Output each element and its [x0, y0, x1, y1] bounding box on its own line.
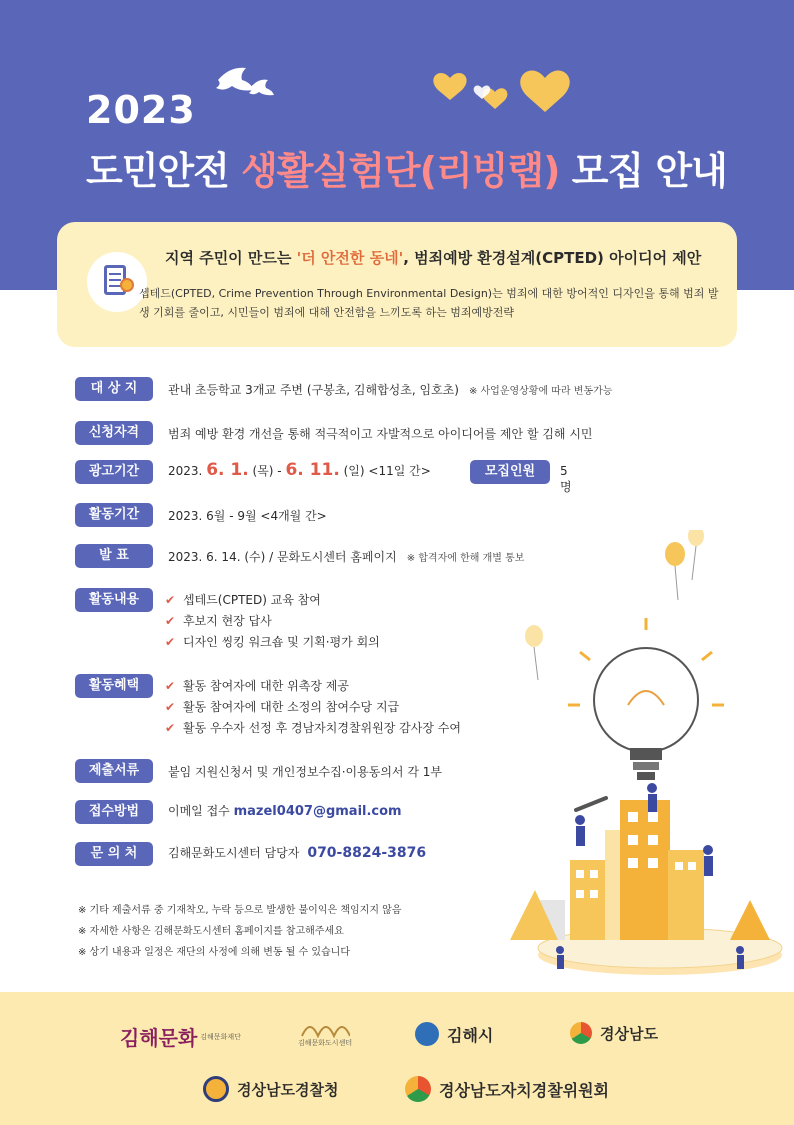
- title-prefix: 도민안전: [86, 149, 229, 193]
- label-activities: 활동내용: [75, 588, 153, 612]
- list-item: [165, 633, 380, 654]
- label-target: 대 상 지: [75, 377, 153, 401]
- logo-autonomous-police-committee: [405, 1076, 609, 1102]
- value-activity-period: 2023. 6월 - 9월 <4개월 간>: [168, 509, 327, 523]
- buildings: [510, 800, 770, 940]
- value-contact: [168, 844, 426, 861]
- list-item: [165, 591, 380, 612]
- check-icon: ✔: [165, 679, 176, 693]
- gyeongnam-emblem-icon: [570, 1022, 592, 1044]
- poster-title: [86, 140, 727, 195]
- logo-gimhae-culture: [120, 1022, 241, 1051]
- check-icon: ✔: [165, 721, 176, 735]
- document-idea-icon: [87, 252, 147, 312]
- check-icon: ✔: [165, 593, 176, 607]
- value-eligibility: 범죄 예방 환경 개선을 통해 적극적이고 자발적으로 아이디어를 제안 할 김해 시민: [168, 427, 593, 441]
- ad-duration: <11일 간>: [368, 464, 431, 478]
- ad-start-day: (목) -: [252, 464, 282, 478]
- footnote-3: ※ 상기 내용과 일정은 재단의 사정에 의해 변동 될 수 있습니다: [78, 947, 351, 958]
- intro-description: 셉테드(CPTED, Crime Prevention Through Environmental Design)는 범죄에 대한 방어적인 디자인을 통해 범죄 발생 기회를 줄이고, 시민들이 범죄에 대해 안전함을 느끼도록 하는 범죄예방전략: [139, 287, 719, 319]
- benefit-item-2: 활동 참여자에 대한 소정의 참여수당 지급: [183, 700, 400, 714]
- label-eligibility: 신청자격: [75, 421, 153, 445]
- footer-background: [0, 992, 794, 1125]
- value-submit: [168, 802, 402, 819]
- target-note: ※ 사업운영상황에 따라 변동가능: [468, 386, 613, 397]
- phone-number[interactable]: 070-8824-3876: [307, 845, 427, 861]
- logo1-sub: 김해문화재단: [200, 1032, 241, 1041]
- label-submit: 접수방법: [75, 800, 153, 824]
- announce-text: 2023. 6. 14. (수) / 문화도시센터 홈페이지: [168, 550, 397, 564]
- logo2-sub: 김해문화도시센터: [298, 1039, 353, 1047]
- logo1-text: 김해문화: [120, 1026, 198, 1050]
- check-icon: ✔: [165, 614, 176, 628]
- check-icon: ✔: [165, 635, 176, 649]
- logo-gyeongnam: [570, 1022, 658, 1044]
- logo5-text: 경상남도경찰청: [237, 1080, 339, 1099]
- activity-item-1: 셉테드(CPTED) 교육 참여: [183, 593, 321, 607]
- logo-culture-city-center: [298, 1020, 352, 1048]
- activity-item-3: 디자인 씽킹 워크숍 및 기획·평가 회의: [183, 635, 380, 649]
- logo-gyeongnam-police: [203, 1076, 338, 1102]
- label-documents: 제출서류: [75, 759, 153, 783]
- intro-card: [57, 222, 737, 347]
- check-icon: ✔: [165, 700, 176, 714]
- ad-prefix: 2023.: [168, 464, 203, 478]
- logo4-text: 경상남도: [600, 1024, 658, 1043]
- gimhae-emblem-icon: [415, 1022, 439, 1046]
- benefits-list: [165, 677, 461, 740]
- heart-icon: [433, 71, 569, 112]
- submit-text: 이메일 접수: [168, 804, 230, 818]
- city-lightbulb-illustration: [500, 530, 794, 990]
- label-ad-period: 광고기간: [75, 460, 153, 484]
- footnote-2: ※ 자세한 사항은 김해문화도시센터 홈페이지를 참고해주세요: [78, 926, 344, 937]
- label-benefits: 활동혜택: [75, 674, 153, 698]
- list-item: [165, 719, 461, 740]
- headline-prefix: 지역 주민이 만드는: [165, 249, 292, 267]
- label-contact: 문 의 처: [75, 842, 153, 866]
- lightbulb-icon: [568, 618, 724, 780]
- title-highlight: 생활실험단(리빙랩): [241, 149, 560, 193]
- value-documents: 붙임 지원신청서 및 개인정보수집·이용동의서 각 1부: [168, 765, 442, 779]
- title-suffix: 모집 안내: [571, 149, 727, 193]
- poster-year: 2023: [86, 88, 196, 132]
- activities-list: [165, 591, 380, 654]
- activity-item-2: 후보지 현장 답사: [183, 614, 272, 628]
- police-emblem-icon: [203, 1076, 229, 1102]
- ad-end: 6. 11.: [285, 460, 340, 480]
- email-link[interactable]: mazel0407@gmail.com: [233, 804, 402, 819]
- label-recruit: 모집인원: [470, 460, 550, 484]
- logo3-text: 김해시: [447, 1025, 494, 1045]
- target-text: 관내 초등학교 3개교 주변 (구봉초, 김해합성초, 임호초): [168, 383, 459, 397]
- list-item: [165, 612, 380, 633]
- wrench-icon: [576, 798, 606, 810]
- logo-gimhae-city: [415, 1022, 493, 1046]
- footnote-1: ※ 기타 제출서류 중 기재착오, 누락 등으로 발생한 불이익은 책임지지 않음: [78, 905, 402, 916]
- contact-text: 김해문화도시센터 담당자: [168, 846, 300, 860]
- benefit-item-3: 활동 우수자 선정 후 경남자치경찰위원장 감사장 수여: [183, 721, 461, 735]
- footnotes: [78, 900, 401, 963]
- value-ad-period: [168, 460, 431, 480]
- label-announce: 발 표: [75, 544, 153, 568]
- list-item: [165, 698, 461, 719]
- intro-headline: [165, 247, 701, 268]
- headline-suffix: , 범죄예방 환경설계(CPTED) 아이디어 제안: [403, 249, 702, 267]
- ad-start: 6. 1.: [206, 460, 249, 480]
- value-target: [168, 381, 612, 398]
- announce-note: ※ 합격자에 한해 개별 통보: [406, 553, 525, 564]
- committee-emblem-icon: [405, 1076, 431, 1102]
- culture-city-logo-icon: [300, 1020, 350, 1038]
- ad-end-day: (일): [343, 464, 365, 478]
- benefit-item-1: 활동 참여자에 대한 위촉장 제공: [183, 679, 349, 693]
- logo6-text: 경상남도자치경찰위원회: [439, 1080, 610, 1100]
- label-activity-period: 활동기간: [75, 503, 153, 527]
- dove-icon: [216, 68, 274, 95]
- headline-accent: '더 안전한 동네': [296, 249, 404, 267]
- list-item: [165, 677, 461, 698]
- value-recruit: 5명: [560, 464, 572, 494]
- value-announce: [168, 548, 524, 565]
